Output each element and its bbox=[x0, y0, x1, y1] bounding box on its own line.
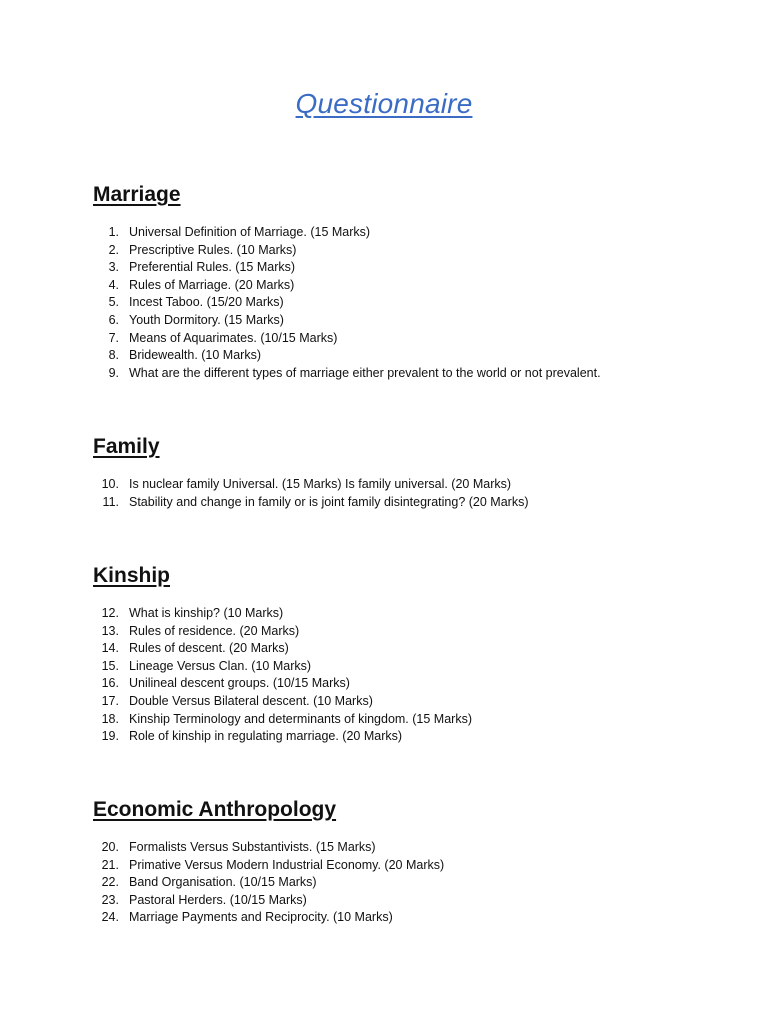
question-text: Is nuclear family Universal. (15 Marks) Is family universal. (20 Marks) bbox=[129, 477, 512, 491]
question-text: Role of kinship in regulating marriage. (20 Marks) bbox=[129, 729, 403, 744]
question-item bbox=[93, 640, 733, 658]
question-text: Incest Taboo. (15/20 Marks) bbox=[129, 295, 284, 310]
question-number: 24. bbox=[101, 910, 119, 925]
question-number: 23. bbox=[101, 892, 119, 907]
question-item bbox=[93, 365, 733, 383]
question-number: 11. bbox=[102, 494, 119, 509]
section-economic-anthropology bbox=[93, 797, 733, 927]
question-number: 22. bbox=[101, 875, 119, 890]
question-number: 1. bbox=[108, 225, 119, 239]
question-text: Formalists Versus Substantivists. (15 Marks) bbox=[129, 840, 376, 854]
question-item bbox=[93, 658, 733, 676]
section-heading: Family bbox=[93, 435, 160, 458]
question-number: 10. bbox=[101, 477, 119, 491]
question-text: What is kinship? (10 Marks) bbox=[129, 606, 284, 620]
question-text: Band Organisation. (10/15 Marks) bbox=[129, 875, 317, 890]
question-text: Double Versus Bilateral descent. (10 Marks) bbox=[129, 693, 373, 708]
question-text: Primative Versus Modern Industrial Economy. (20 Marks) bbox=[129, 857, 445, 872]
question-text: Means of Aquarimates. (10/15 Marks) bbox=[129, 330, 338, 345]
question-item bbox=[93, 259, 733, 277]
question-text: Universal Definition of Marriage. (15 Marks) bbox=[129, 225, 371, 239]
question-list bbox=[93, 605, 733, 746]
question-text: Prescriptive Rules. (10 Marks) bbox=[129, 242, 297, 257]
question-text: Bridewealth. (10 Marks) bbox=[129, 348, 261, 363]
question-number: 8. bbox=[108, 348, 119, 363]
question-text: Unilineal descent groups. (10/15 Marks) bbox=[129, 676, 350, 691]
question-number: 17. bbox=[101, 693, 119, 708]
question-item bbox=[93, 892, 733, 910]
question-number: 13. bbox=[101, 623, 119, 638]
question-number: 6. bbox=[108, 312, 119, 327]
question-number: 5. bbox=[108, 295, 119, 310]
question-item bbox=[93, 675, 733, 693]
question-text: Rules of descent. (20 Marks) bbox=[129, 641, 289, 656]
question-number: 12. bbox=[101, 606, 119, 620]
question-text: Rules of residence. (20 Marks) bbox=[129, 623, 300, 638]
question-text: Pastoral Herders. (10/15 Marks) bbox=[129, 892, 307, 907]
question-number: 4. bbox=[108, 277, 119, 292]
question-item bbox=[93, 874, 733, 892]
section-heading: Marriage bbox=[93, 183, 181, 206]
question-number: 2. bbox=[108, 242, 119, 257]
question-item bbox=[93, 909, 733, 927]
question-number: 20. bbox=[101, 840, 119, 854]
question-list bbox=[93, 839, 733, 927]
question-text: Stability and change in family or is joint family disintegrating? (20 Marks) bbox=[129, 494, 529, 509]
question-item bbox=[93, 494, 733, 512]
question-text: Marriage Payments and Reciprocity. (10 Marks) bbox=[129, 910, 393, 925]
question-number: 16. bbox=[101, 676, 119, 691]
question-number: 15. bbox=[101, 658, 119, 673]
question-list bbox=[93, 476, 733, 511]
question-number: 18. bbox=[101, 711, 119, 726]
question-text: Rules of Marriage. (20 Marks) bbox=[129, 277, 295, 292]
section-heading: Economic Anthropology bbox=[93, 798, 337, 821]
question-text: Kinship Terminology and determinants of kingdom. (15 Marks) bbox=[129, 711, 472, 726]
question-item bbox=[93, 711, 733, 729]
question-item bbox=[93, 839, 733, 857]
question-item bbox=[93, 623, 733, 641]
section-kinship bbox=[93, 563, 733, 746]
question-text: What are the different types of marriage either prevalent to the world or not prevalent. bbox=[129, 365, 601, 380]
question-item bbox=[93, 242, 733, 260]
question-item bbox=[93, 294, 733, 312]
question-item bbox=[93, 857, 733, 875]
question-text: Lineage Versus Clan. (10 Marks) bbox=[129, 658, 312, 673]
question-item bbox=[93, 330, 733, 348]
question-item bbox=[93, 476, 733, 494]
question-item bbox=[93, 728, 733, 746]
question-list bbox=[93, 224, 733, 382]
question-number: 3. bbox=[108, 260, 119, 275]
question-item bbox=[93, 693, 733, 711]
section-family bbox=[93, 434, 733, 511]
question-item bbox=[93, 224, 733, 242]
question-number: 14. bbox=[101, 641, 119, 656]
question-text: Preferential Rules. (15 Marks) bbox=[129, 260, 296, 275]
question-number: 19. bbox=[101, 729, 119, 744]
section-marriage bbox=[93, 182, 733, 382]
question-item bbox=[93, 277, 733, 295]
question-number: 7. bbox=[108, 330, 119, 345]
question-number: 21. bbox=[101, 857, 119, 872]
question-item bbox=[93, 347, 733, 365]
question-text: Youth Dormitory. (15 Marks) bbox=[129, 312, 284, 327]
question-item bbox=[93, 312, 733, 330]
document-title: Questionnaire bbox=[295, 88, 473, 119]
section-heading: Kinship bbox=[93, 564, 170, 587]
question-item bbox=[93, 605, 733, 623]
question-number: 9. bbox=[108, 365, 119, 380]
